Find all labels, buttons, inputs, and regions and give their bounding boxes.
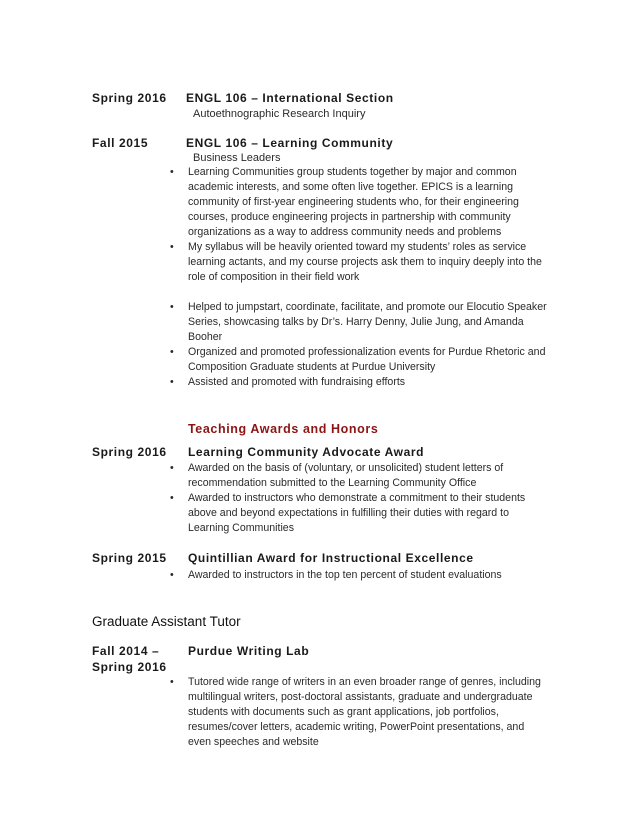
list-item: • Assisted and promoted with fundraising efforts — [170, 376, 406, 388]
list-item: • My syllabus will be heavily oriented toward my students’ roles as service learning actants, and my course projects ask them to inquiry deeply into the role of composition in their field work — [170, 241, 542, 283]
section-heading: Graduate Assistant Tutor — [92, 614, 241, 629]
entry-date: Spring 2016 — [92, 91, 167, 105]
bullet-list — [170, 675, 548, 750]
list-item: • Awarded to instructors in the top ten percent of student evaluations — [170, 569, 502, 581]
tutor-title: Purdue Writing Lab — [188, 644, 310, 658]
entry-title: ENGL 106 – Learning Community — [186, 136, 394, 150]
entry-subtitle: Autoethnographic Research Inquiry — [193, 108, 366, 120]
tutor-date-start: Fall 2014 – — [92, 644, 160, 658]
entry-subtitle: Business Leaders — [193, 152, 281, 164]
list-item: • Organized and promoted professionalization events for Purdue Rhetoric and Composition Graduate students at Purdue University — [170, 346, 546, 373]
entry-date: Fall 2015 — [92, 136, 149, 150]
list-item: • Helped to jumpstart, coordinate, facilitate, and promote our Elocutio Speaker Series, showcasing talks by Dr’s. Harry Denny, Julie Jung, and Amanda Booher — [170, 301, 547, 343]
section-title: Teaching Awards and Honors — [188, 422, 379, 436]
bullet-list — [170, 461, 548, 536]
bullet-list — [170, 300, 548, 390]
list-item: • Awarded to instructors who demonstrate a commitment to their students above and beyond expectations in fulfilling their duties with regard to Learning Communities — [170, 492, 526, 534]
award-date: Spring 2015 — [92, 551, 167, 565]
tutor-date-end: Spring 2016 — [92, 660, 167, 674]
award-date: Spring 2016 — [92, 445, 167, 459]
bullet-list — [170, 165, 548, 285]
bullet-list — [170, 568, 548, 583]
award-title: Quintillian Award for Instructional Excellence — [188, 551, 474, 565]
list-item: • Learning Communities group students together by major and common academic interests, and some often live together. EPICS is a learning community of first-year engineering students who, for their engineering courses, produce engineering projects in partnership with community organizations as a way to address community needs and problems — [170, 166, 519, 238]
list-item: • Awarded on the basis of (voluntary, or unsolicited) student letters of recommendation submitted to the Learning Community Office — [170, 462, 504, 489]
list-item: • Tutored wide range of writers in an even broader range of genres, including multilingual writers, post-doctoral assistants, graduate and undergraduate students with documents such as grant applications, job portfolios, resumes/cover letters, academic writing, PowerPoint presentations, and even speeches and website — [170, 676, 541, 748]
award-title: Learning Community Advocate Award — [188, 445, 425, 459]
entry-title: ENGL 106 – International Section — [186, 91, 394, 105]
